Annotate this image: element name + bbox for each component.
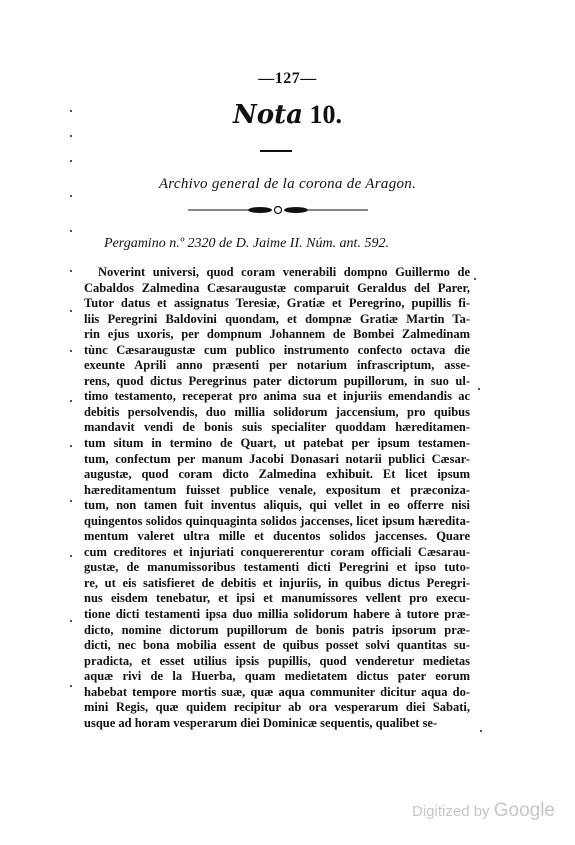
text-line: pradicta, et esset utilius ipsis pupillis, quod venderetur medietas <box>84 653 470 668</box>
text-line: tùnc Cæsaraugustæ cum publico instrumento confecto octava die <box>84 342 470 357</box>
text-line: quingentos solidos quinquaginta solidos jaccenses, licet ipsum hæredita- <box>84 513 470 528</box>
ornament-lobe-right <box>284 207 308 213</box>
text-line: re, ut eis satisfieret de debitis et injuriis, in quibus dictus Peregri- <box>84 575 470 590</box>
ornament-divider <box>178 205 378 215</box>
note-title-number: 10. <box>309 100 342 129</box>
text-line: mandavit vendi de bonis suis specialiter quoddam hæreditamen- <box>84 420 470 435</box>
text-line: rin ejus uxoris, per dompnum Johannem de Bombei Zalmedinam <box>84 327 470 342</box>
text-line: liis Peregrini Baldovini quondam, et dompnæ Gratiæ Martin Ta- <box>84 311 470 326</box>
left-margin-marks <box>70 100 74 700</box>
body-text <box>84 265 470 731</box>
text-line: tione dicti testamenti ipsa duo millia solidorum habere à tutore præ- <box>84 607 470 622</box>
document-reference: Pergamino n.º 2320 de D. Jaime II. Núm. ant. 592. <box>104 236 389 251</box>
text-line: Cabaldos Zalmedina Cæsaraugustæ comparuit Geraldus del Parer, <box>84 280 470 295</box>
text-line: mini Regis, quæ quidem recipitur ab ora vesperarum diei Sabati, <box>84 700 470 715</box>
page-number: —127— <box>258 70 317 87</box>
text-line: augustæ, quod coram dicto Zalmedina exhibuit. Et licet ipsum <box>84 467 470 482</box>
text-line: exeunte Aprili anno præsenti per notarium infrascriptum, asse- <box>84 358 470 373</box>
text-line: nus eisdem tenebatur, et ipsi et manumissores vellent pro execu- <box>84 591 470 606</box>
text-line: mentum valeret ultra mille et ducentos solidos jaccenses. Quare <box>84 529 470 544</box>
note-title-word: Nota <box>233 100 303 130</box>
ornament-lobe-left <box>248 207 272 213</box>
text-line: rens, quod dictus Peregrinus pater dictorum pupillorum, in suo ul- <box>84 373 470 388</box>
text-line: Noverint universi, quod coram venerabili dompno Guillermo de <box>98 265 470 279</box>
text-line: debitis persolvendis, duo millia solidorum jaccensium, pro quibus <box>84 404 470 419</box>
title-rule <box>260 150 292 152</box>
text-line: aquæ rivi de la Huerba, quam medietatem dictus pater eorum <box>84 669 470 684</box>
digitized-watermark <box>412 800 555 822</box>
text-line: usque ad horam vesperarum diei Dominicæ sequentis, qualibet se- <box>84 715 438 730</box>
text-line: hæreditamentum fuisset publice venale, expositum et præconiza- <box>84 482 470 497</box>
ornament-center <box>275 207 282 214</box>
text-line: tum, non tamen fuit inventus aliquis, qui vellet in eo offerre nisi <box>84 498 470 513</box>
watermark-brand: Google <box>493 800 555 821</box>
text-line: Tutor datus et assignatus Teresiæ, Gratiæ et Peregrino, pupillis fi- <box>84 296 470 311</box>
text-line: timo testamento, receperat pro anima sua et injuriis emendandis ac <box>84 389 470 404</box>
archive-heading: Archivo general de la corona de Aragon. <box>158 176 417 192</box>
text-line: dicto, nomine dictorum pupillorum de bonis patris ipsorum præ- <box>84 622 470 637</box>
note-title <box>0 100 575 130</box>
text-line: tum situm in termino de Quart, ut patebat per ipsum testamen- <box>84 436 470 451</box>
text-line: gustæ, de manumissoribus testamenti dicti Peregrini et ipso tuto- <box>84 560 470 575</box>
watermark-prefix: Digitized by <box>412 803 490 820</box>
text-line: tum, confectum per manum Jacobi Donasari notarii publici Cæsar- <box>84 451 470 466</box>
text-line: cum creditores et injuriati conquererentur coram officiali Cæsarau- <box>84 544 470 559</box>
text-line: habebat tempore mortis suæ, quæ aqua communiter dicitur aqua do- <box>84 684 470 699</box>
text-line: dicti, nec bona mobilia essent de quibus posset solvi quantitas su- <box>84 638 470 653</box>
